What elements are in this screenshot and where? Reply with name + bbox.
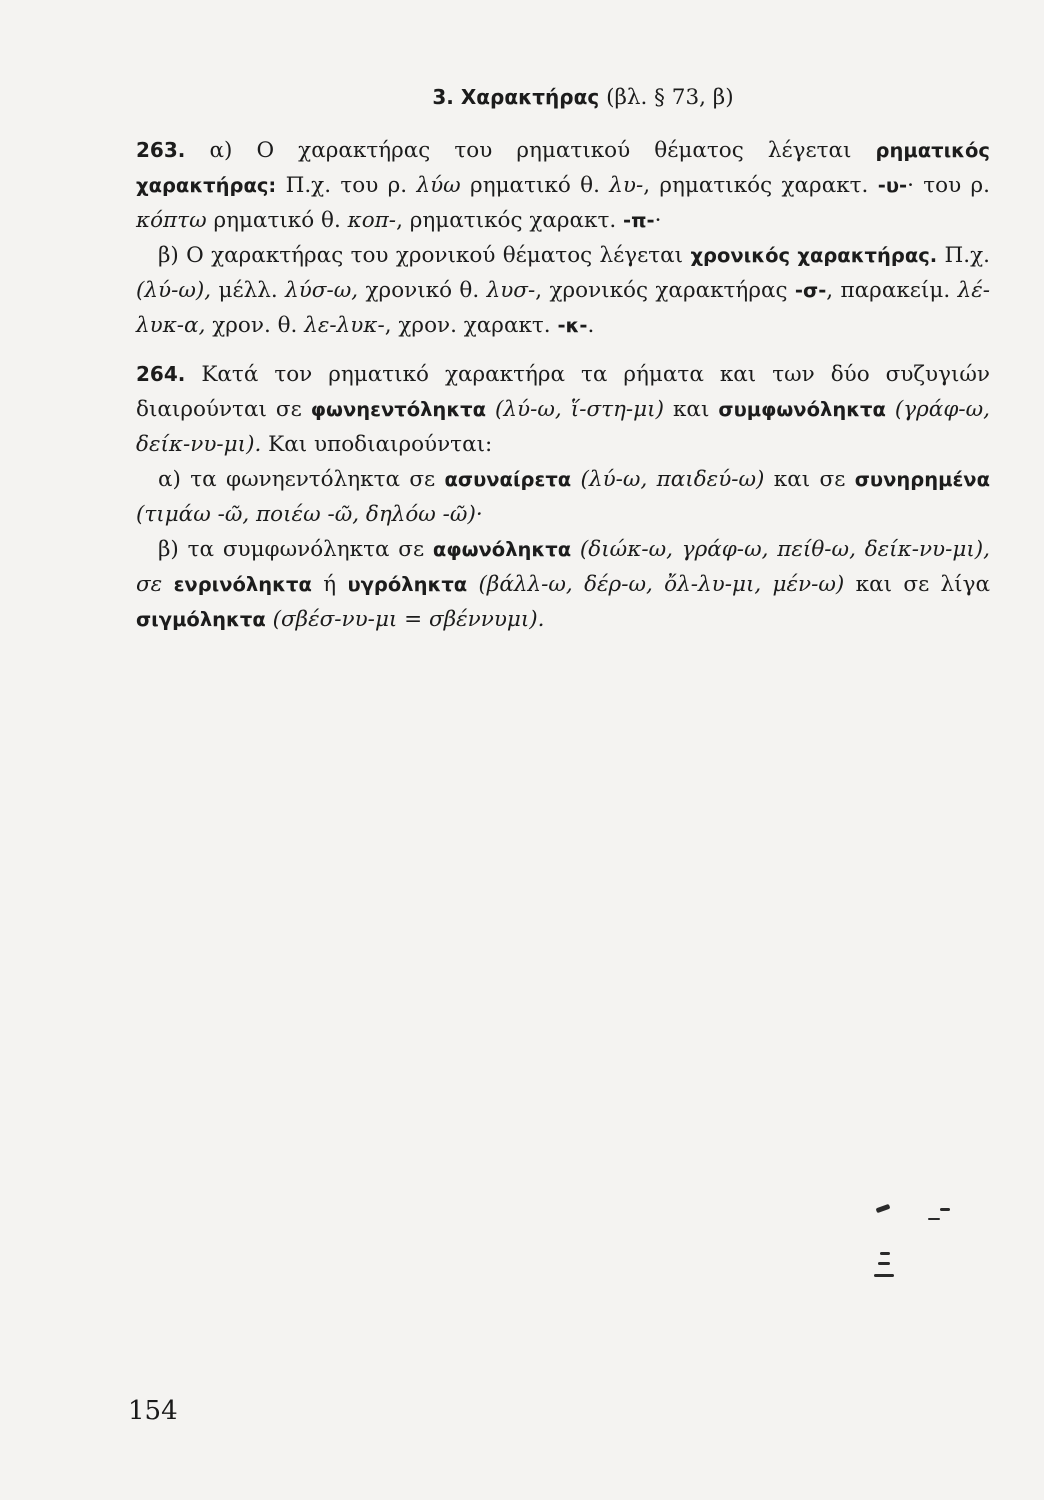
example-italic: (λύ-ω, ἵ-στη-μι) — [486, 397, 664, 422]
paragraph-263-b — [136, 238, 990, 343]
example-italic: λε-λυκ- — [304, 313, 385, 338]
term-bold: φωνηεντόληκτα — [310, 398, 487, 421]
text-run: ρηματικό θ. — [460, 173, 610, 198]
paragraph-264-b — [136, 532, 990, 637]
text-run: μέλλ. — [211, 278, 286, 303]
page-number: 154 — [128, 1396, 178, 1426]
example-italic: λύσ-ω, — [285, 278, 359, 303]
text-run: ή — [311, 572, 348, 597]
text-run: β) τα συμφωνόληκτα σε — [158, 537, 433, 562]
paragraph-number: 263. — [136, 138, 186, 162]
example-italic: (σβέσ-νυ-μι = σβέννυμι). — [265, 607, 545, 632]
term-bold: ενρινόληκτα — [173, 573, 312, 596]
term-bold: ασυναίρετα — [444, 468, 572, 491]
term-bold: -κ- — [557, 314, 588, 337]
term-bold: χρονικός χαρακτήρας. — [690, 244, 938, 267]
example-italic: λύω — [416, 173, 461, 198]
ink-mark — [880, 1252, 890, 1255]
text-run: α) Ο χαρακτήρας του ρηματικού θέματος λέγεται — [185, 138, 876, 163]
example-italic: κόπτω — [136, 208, 207, 233]
section-heading — [136, 80, 990, 115]
ink-mark — [874, 1274, 894, 1277]
paragraph-number: 264. — [136, 362, 186, 386]
text-run: · — [654, 208, 662, 233]
text-run: και — [663, 397, 719, 422]
text-run: Π.χ. του ρ. — [276, 173, 417, 198]
text-run: , παρακείμ. — [826, 278, 958, 303]
term-bold: σιγμόληκτα — [136, 608, 266, 631]
term-bold: συμφωνόληκτα — [718, 398, 886, 421]
text-run: χρονικό θ. — [358, 278, 487, 303]
text-run: α) τα φωνηεντόληκτα σε — [158, 467, 445, 492]
ink-mark — [878, 1262, 890, 1265]
term-bold: ρηματικός χαρακτήρας: — [136, 139, 990, 197]
ink-mark — [928, 1218, 940, 1220]
text-run: ρηματικό θ. — [206, 208, 348, 233]
term-bold: αφωνόληκτα — [432, 538, 572, 561]
section-title: 3. Χαρακτήρας — [432, 85, 600, 109]
page-content — [136, 80, 990, 637]
term-bold: υγρόληκτα — [347, 573, 468, 596]
term-bold: -π- — [623, 209, 655, 232]
text-run: χρον. θ. — [205, 313, 305, 338]
example-italic: (γράφ-ω, δείκ-νυ-μι). — [136, 397, 991, 457]
text-run: . — [587, 313, 595, 338]
paragraph-263-a — [136, 133, 990, 238]
text-run: β) Ο χαρακτήρας του χρονικού θέματος λέγεται — [158, 243, 691, 268]
text-run: και σε λίγα — [844, 572, 990, 597]
paragraph-264 — [136, 357, 990, 462]
text-run: Κατά τον ρηματικό χαρακτήρα τα ρήματα και των δύο συζυγιών διαιρούνται σε — [136, 362, 990, 422]
text-run: Και υποδιαιρούνται: — [261, 432, 493, 457]
example-italic: (βάλλ-ω, δέρ-ω, ὄλ-λυ-μι, μέν-ω) — [467, 572, 845, 597]
example-italic: κοπ- — [347, 208, 397, 233]
term-bold: -σ- — [794, 279, 827, 302]
example-italic: (τιμάω -ῶ, ποιέω -ῶ, δηλόω -ῶ)· — [136, 502, 483, 527]
example-italic: (λύ-ω), — [136, 278, 212, 303]
example-italic: λυ- — [609, 173, 644, 198]
text-run: , χρονικός χαρακτήρας — [535, 278, 795, 303]
bleed-through-shadow — [110, 1000, 970, 1300]
text-run: · του ρ. — [907, 173, 991, 198]
text-run: , χρον. χαρακτ. — [384, 313, 558, 338]
term-bold: συνηρημένα — [854, 468, 990, 491]
example-italic: λυσ- — [486, 278, 536, 303]
section-reference: (βλ. § 73, β) — [606, 85, 734, 110]
example-italic: (διώκ-ω, γράφ-ω, πείθ-ω, δείκ-νυ-μι), σε — [136, 537, 991, 597]
text-run: και σε — [764, 467, 855, 492]
term-bold: -υ- — [877, 174, 908, 197]
bleed-through-shadow — [110, 690, 970, 810]
text-run: , ρηματικός χαρακτ. — [396, 208, 624, 233]
paragraph-264-a — [136, 462, 990, 532]
ink-mark — [940, 1208, 950, 1211]
text-run: Π.χ. — [937, 243, 990, 268]
example-italic: λέ-λυκ-α, — [136, 278, 990, 338]
text-run: , ρηματικός χαρακτ. — [643, 173, 878, 198]
example-italic: (λύ-ω, παιδεύ-ω) — [571, 467, 765, 492]
